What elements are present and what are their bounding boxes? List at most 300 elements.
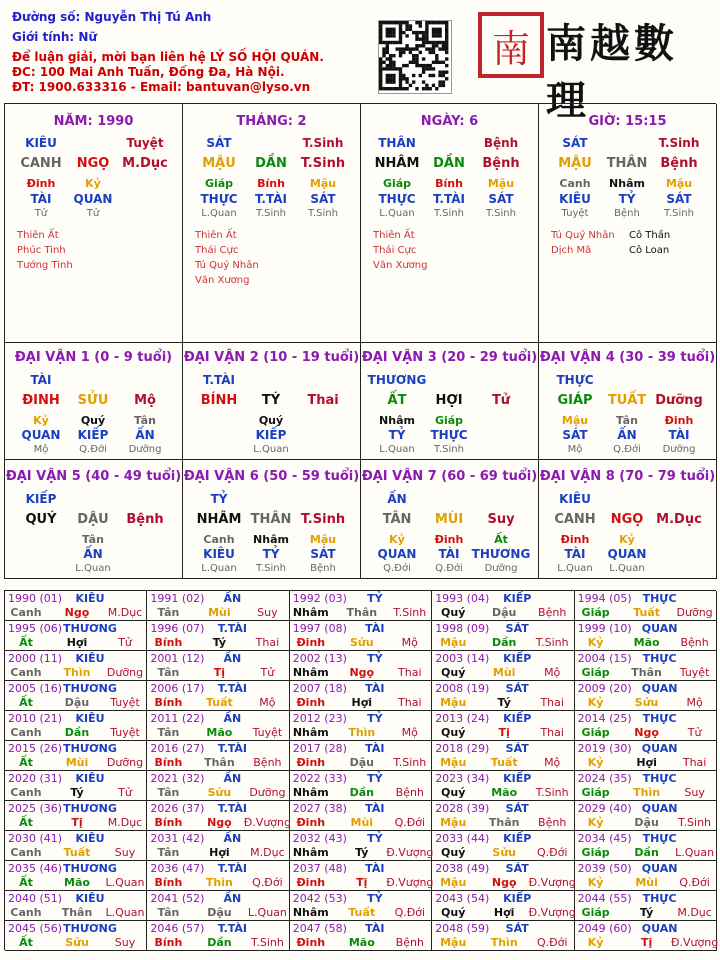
year-god: THƯƠNG	[63, 862, 117, 875]
year-label: 2019 (30)	[577, 742, 632, 755]
year-god: KIẾP	[503, 592, 532, 605]
year-branch: Tị	[71, 816, 83, 829]
pillar-r2-text: THÂN	[606, 156, 648, 171]
dai-van-r3-text: Kỷ	[619, 533, 635, 546]
year-branch: Mão	[633, 636, 660, 649]
year-stage: T.Sinh	[535, 786, 569, 799]
year-cell	[575, 891, 717, 921]
year-stage: Bệnh	[680, 636, 709, 649]
year-stage: Q.Đới	[252, 876, 283, 889]
year-branch: Thân	[346, 606, 378, 619]
pillar-r3-text: Kỷ	[85, 177, 101, 190]
year-cell	[432, 621, 574, 651]
dai-van-r5-text: Dưỡng	[128, 444, 162, 455]
pillar-r3-text: Giáp	[204, 177, 234, 190]
dai-van-r5-text: Q.Đới	[435, 563, 463, 574]
year-label: 2025 (36)	[8, 802, 63, 815]
pillar-title: THÁNG: 2	[236, 114, 307, 129]
year-stem: Kỷ	[587, 936, 604, 949]
year-cell	[432, 651, 574, 681]
year-cell	[432, 741, 574, 771]
dai-van-r2-text: Tử	[491, 393, 511, 408]
pillar-cell	[361, 104, 539, 343]
dai-van-r4-text: KIẾP	[255, 428, 287, 442]
year-god: TỶ	[367, 772, 383, 785]
dai-van-god: T.TÀI	[203, 373, 235, 387]
year-cell	[147, 831, 289, 861]
year-stage: Đ.Vượng	[528, 876, 576, 889]
year-stem: Canh	[10, 846, 42, 859]
year-god: KIẾP	[503, 772, 532, 785]
dai-van-title: ĐẠI VẬN 2 (10 - 19 tuổi)	[183, 350, 360, 365]
year-cell	[290, 861, 432, 891]
year-god: THỰC	[642, 832, 677, 845]
pillar-r4-text: THỰC	[378, 192, 416, 206]
year-label: 2014 (25)	[577, 712, 632, 725]
year-cell	[147, 591, 289, 621]
pillar-r4-text: QUAN	[73, 192, 113, 206]
year-stem: Nhâm	[292, 666, 329, 679]
year-stem: Giáp	[581, 606, 610, 619]
year-cell	[432, 771, 574, 801]
dai-van-r3-text: Kỷ	[389, 533, 405, 546]
dai-van-god: KIẾP	[25, 492, 57, 506]
dai-van-r4-text: SÁT	[562, 428, 588, 442]
dai-van-title: ĐẠI VẬN 3 (20 - 29 tuổi)	[361, 350, 538, 365]
year-stem: Đinh	[296, 936, 326, 949]
year-label: 2048 (59)	[435, 922, 490, 935]
year-cell	[5, 621, 147, 651]
header-line	[12, 50, 324, 64]
year-stem: Nhâm	[292, 846, 329, 859]
year-cell	[575, 831, 717, 861]
year-branch: Mùi	[492, 666, 516, 679]
dai-van-r3-text: Đinh	[664, 414, 694, 427]
pillar-r1-text: SÁT	[206, 136, 232, 150]
dai-van-r5-text: Dưỡng	[484, 563, 518, 574]
year-god: TÀI	[365, 802, 385, 815]
year-stem: Bính	[154, 936, 183, 949]
dai-van-god: THỰC	[556, 373, 594, 387]
year-cell	[5, 801, 147, 831]
year-stage: M.Dục	[677, 906, 712, 919]
year-branch: Tý	[70, 786, 84, 799]
year-branch: Hợi	[636, 756, 657, 769]
pillar-r2-text: MẬU	[202, 156, 236, 171]
year-cell	[147, 711, 289, 741]
year-god: QUAN	[641, 622, 678, 635]
year-branch: Mão	[491, 786, 518, 799]
dai-van-r5-text: Q.Đới	[79, 444, 107, 455]
pillar-r5-text: Tử	[34, 208, 48, 219]
dai-van-r3-text: Nhâm	[253, 533, 289, 546]
year-branch: Mùi	[208, 606, 231, 619]
year-god: THỰC	[642, 652, 677, 665]
year-stage: M.Dục	[107, 606, 143, 619]
year-branch: Thìn	[633, 786, 661, 799]
year-stem: Bính	[154, 816, 183, 829]
dai-van-r2-text: ĐINH	[22, 393, 60, 408]
year-branch: Tuất	[490, 756, 518, 769]
year-stage: Mộ	[259, 696, 276, 709]
year-stage: Bệnh	[253, 756, 282, 769]
year-stage: Đ.Vượng	[528, 906, 576, 919]
year-stage: Suy	[114, 936, 136, 949]
year-stem: Quý	[441, 606, 466, 619]
pillar-r3-text: Nhâm	[609, 177, 645, 190]
year-stage: Mộ	[544, 666, 561, 679]
pillar-cell	[183, 104, 361, 343]
year-branch: Thân	[488, 816, 520, 829]
dai-van-r5-text: L.Quan	[75, 563, 111, 574]
year-label: 2015 (26)	[8, 742, 63, 755]
header-value: ĐC: 100 Mai Anh Tuấn, Đống Đa, Hà Nội.	[12, 65, 285, 79]
dai-van-r5-text: Q.Đới	[383, 563, 411, 574]
year-cell	[575, 591, 717, 621]
pillar-r2-text: NGỌ	[76, 156, 110, 171]
year-label: 2028 (39)	[435, 802, 490, 815]
pillar-r3-text: Mậu	[487, 177, 515, 190]
dai-van-r5-text: Mộ	[33, 444, 49, 455]
year-god: THỰC	[642, 592, 677, 605]
dai-van-r4-text: QUAN	[607, 547, 647, 561]
year-stem: Nhâm	[292, 906, 329, 919]
year-stem: Canh	[10, 726, 42, 739]
year-stage: Dưỡng	[249, 786, 286, 799]
year-cell	[147, 861, 289, 891]
year-label: 1998 (09)	[435, 622, 490, 635]
dai-van-r2-text: M.Dục	[656, 512, 702, 527]
year-stage: Suy	[114, 846, 136, 859]
year-branch: Tý	[639, 906, 654, 919]
year-god: TỶ	[367, 592, 383, 605]
year-stem: Bính	[154, 636, 183, 649]
year-stage: Đ.Vượng	[670, 936, 719, 949]
year-stage: Đ.Vượng	[386, 876, 434, 889]
year-label: 2007 (18)	[292, 682, 347, 695]
year-stem: Giáp	[581, 846, 610, 859]
year-branch: Ngọ	[634, 726, 659, 739]
dai-van-r5-text: Mộ	[567, 444, 583, 455]
pillar-r1-text: Bệnh	[483, 136, 519, 150]
pillar-r2-text: NHÂM	[374, 156, 420, 171]
dai-van-cell	[539, 460, 717, 579]
dai-van-r2-text: NGỌ	[610, 512, 644, 527]
pillar-r2-text: DẦN	[433, 156, 465, 171]
year-stem: Ất	[19, 816, 33, 829]
year-label: 2018 (29)	[435, 742, 490, 755]
year-cell	[290, 801, 432, 831]
dai-van-r4-text: TÀI	[668, 428, 690, 442]
year-branch: Thìn	[490, 936, 518, 949]
pillar-r3-text: Giáp	[382, 177, 412, 190]
dai-van-r5-text: T.Sinh	[434, 444, 464, 455]
year-cell	[290, 771, 432, 801]
year-stem: Mậu	[440, 816, 467, 829]
year-branch: Sửu	[65, 936, 89, 949]
year-label: 1996 (07)	[150, 622, 205, 635]
year-label: 2043 (54)	[435, 892, 490, 905]
pillar-star: Thái Cực	[373, 245, 417, 256]
year-cell	[290, 651, 432, 681]
pillar-star: Tú Quý Nhân	[551, 230, 615, 241]
header-value: Để luận giải, mời bạn liên hệ LÝ SỐ HỘI QUÁN.	[12, 50, 324, 64]
year-label: 2009 (20)	[577, 682, 632, 695]
year-god: SÁT	[505, 922, 529, 935]
year-stage: L.Quan	[675, 846, 715, 859]
year-cell	[432, 801, 574, 831]
dai-van-cell	[361, 460, 539, 579]
year-stage: Tử	[260, 666, 275, 679]
year-cell	[147, 651, 289, 681]
year-branch: Sửu	[350, 636, 374, 649]
year-stem: Bính	[154, 696, 183, 709]
year-cell	[5, 681, 147, 711]
pillar-r2-text: CANH	[20, 156, 62, 171]
dai-van-r4-text: THỰC	[430, 428, 468, 442]
year-god: KIÊU	[75, 772, 105, 785]
year-cell	[432, 891, 574, 921]
year-cell	[5, 591, 147, 621]
header-line	[12, 80, 310, 94]
dai-van-r3-text: Quý	[80, 414, 106, 427]
header-line	[12, 10, 211, 24]
year-stem: Đinh	[296, 636, 326, 649]
pillar-cell	[539, 104, 717, 343]
header-label: Giới tính:	[12, 30, 79, 44]
header-label: Đường số:	[12, 10, 85, 24]
dai-van-title: ĐẠI VẬN 6 (50 - 59 tuổi)	[183, 469, 360, 484]
year-stage: Tuyệt	[110, 696, 140, 709]
pillar-r1-text: T.Sinh	[658, 136, 700, 150]
year-god: SÁT	[505, 742, 529, 755]
year-cell	[147, 891, 289, 921]
year-branch: Dần	[634, 846, 659, 859]
year-branch: Mùi	[350, 816, 374, 829]
year-stem: Giáp	[581, 666, 610, 679]
dai-van-cell	[5, 460, 183, 579]
year-cell	[5, 831, 147, 861]
pillar-r1-text: KIÊU	[25, 136, 57, 150]
dai-van-r4-text: ẤN	[83, 547, 103, 561]
year-cell	[5, 771, 147, 801]
year-label: 2010 (21)	[8, 712, 63, 725]
year-god: SÁT	[505, 862, 529, 875]
year-stage: Mộ	[401, 636, 418, 649]
dai-van-r2-text: TÂN	[382, 512, 412, 527]
year-stem: Mậu	[440, 636, 467, 649]
year-label: 2041 (52)	[150, 892, 205, 905]
year-branch: Mùi	[635, 876, 658, 889]
pillar-r4-text: SÁT	[666, 192, 692, 206]
pillar-r1-text: SÁT	[562, 136, 588, 150]
year-label: 2035 (46)	[8, 862, 63, 875]
year-label: 2021 (32)	[150, 772, 205, 785]
pillar-title: GIỜ: 15:15	[588, 114, 667, 129]
year-branch: Sửu	[492, 846, 516, 859]
year-god: QUAN	[641, 682, 678, 695]
year-stage: L.Quan	[247, 906, 287, 919]
year-stem: Ất	[19, 696, 33, 709]
year-cell	[290, 681, 432, 711]
year-stem: Quý	[441, 846, 466, 859]
dai-van-r2-text: Suy	[487, 512, 515, 527]
year-label: 2008 (19)	[435, 682, 490, 695]
dai-van-r5-text: L.Quan	[201, 563, 237, 574]
year-stage: Q.Đới	[536, 846, 568, 859]
pillar-r2-text: DẦN	[255, 156, 287, 171]
year-god: THƯƠNG	[63, 742, 117, 755]
year-cell	[147, 771, 289, 801]
year-god: THƯƠNG	[63, 802, 117, 815]
year-cell	[147, 621, 289, 651]
year-stem: Kỷ	[587, 876, 604, 889]
year-stage: Thai	[540, 696, 564, 709]
pillar-r5-text: Bệnh	[614, 208, 640, 219]
pillar-r3-text: Mậu	[665, 177, 693, 190]
dai-van-god: THƯƠNG	[367, 373, 427, 387]
pillar-star: Thiên Ất	[373, 230, 415, 241]
year-label: 2001 (12)	[150, 652, 205, 665]
year-god: TỶ	[367, 652, 383, 665]
header-value: Nguyễn Thị Tú Anh	[84, 10, 212, 24]
pillar-r4-text: KIÊU	[559, 192, 591, 206]
year-stage: Đ.Vượng	[243, 816, 291, 829]
year-stem: Kỷ	[587, 696, 604, 709]
year-cell	[290, 621, 432, 651]
year-branch: Sửu	[207, 786, 232, 799]
year-cell	[575, 621, 717, 651]
dai-van-r3-text: Tân	[616, 414, 638, 427]
dai-van-title: ĐẠI VẬN 7 (60 - 69 tuổi)	[361, 469, 538, 484]
year-branch: Thân	[631, 666, 662, 679]
dai-van-r2-text: BÍNH	[200, 393, 238, 408]
pillar-star: Dịch Mã	[551, 245, 592, 256]
year-label: 2011 (22)	[150, 712, 205, 725]
pillar-r4-text: T.TÀI	[255, 192, 287, 206]
pillar-star: Thiên Ất	[195, 230, 237, 241]
dai-van-title: ĐẠI VẬN 8 (70 - 79 tuổi)	[539, 469, 716, 484]
dai-van-r4-text: TỶ	[262, 547, 280, 561]
dai-van-god: ẤN	[387, 492, 407, 506]
year-stage: Bệnh	[538, 606, 567, 619]
year-cell	[290, 891, 432, 921]
year-cell	[432, 861, 574, 891]
year-stage: Tử	[687, 726, 702, 739]
dai-van-title: ĐẠI VẬN 1 (0 - 9 tuổi)	[14, 350, 173, 365]
dai-van-r2-text: DẬU	[77, 512, 109, 527]
year-stem: Tân	[157, 606, 180, 619]
year-stem: Ất	[19, 876, 33, 889]
year-stage: T.Sinh	[678, 816, 712, 829]
year-label: 2016 (27)	[150, 742, 205, 755]
year-branch: Thìn	[205, 876, 233, 889]
year-label: 2002 (13)	[292, 652, 347, 665]
dai-van-r4-text: ẤN	[135, 428, 155, 442]
year-stage: Dưỡng	[106, 756, 144, 769]
year-god: QUAN	[641, 862, 678, 875]
year-stage: T.Sinh	[393, 606, 427, 619]
pillar-r5-text: T.Sinh	[256, 208, 286, 219]
dai-van-god: TÀI	[30, 373, 52, 387]
year-stage: Q.Đới	[394, 906, 426, 919]
year-stem: Quý	[441, 666, 466, 679]
pillar-r5-text: Tuyệt	[561, 208, 589, 219]
year-branch: Tị	[356, 876, 368, 889]
year-branch: Tị	[640, 936, 653, 949]
dai-van-r3-text: Giáp	[434, 414, 464, 427]
year-stage: Thai	[255, 636, 280, 649]
year-label: 2038 (49)	[435, 862, 490, 875]
year-branch: Hợi	[66, 636, 88, 649]
year-god: THƯƠNG	[63, 682, 117, 695]
header-line	[12, 30, 97, 44]
year-branch: Ngọ	[64, 606, 90, 619]
pillar-r4-text: SÁT	[310, 192, 336, 206]
year-label: 2031 (42)	[150, 832, 205, 845]
year-label: 2003 (14)	[435, 652, 490, 665]
year-branch: Tị	[213, 666, 226, 679]
dai-van-r2-text: ẤT	[387, 393, 407, 408]
year-cell	[290, 741, 432, 771]
year-label: 1997 (08)	[292, 622, 347, 635]
dai-van-r5-text: L.Quan	[253, 444, 289, 455]
year-god: ẤN	[223, 652, 242, 665]
year-stem: Đinh	[296, 816, 326, 829]
year-branch: Dần	[207, 936, 232, 949]
dai-van-r5-text: L.Quan	[379, 444, 415, 455]
year-god: ẤN	[223, 712, 242, 725]
year-stage: Thai	[398, 696, 422, 709]
year-label: 2024 (35)	[577, 772, 632, 785]
pillar-star: Tướng Tinh	[17, 260, 73, 271]
year-stem: Kỷ	[587, 636, 604, 649]
year-god: TÀI	[365, 682, 385, 695]
year-label: 2034 (45)	[577, 832, 632, 845]
year-god: KIÊU	[75, 892, 105, 905]
brand-title: 南越數理	[546, 20, 678, 124]
year-label: 1990 (01)	[8, 592, 63, 605]
year-label: 2023 (34)	[435, 772, 490, 785]
year-stem: Canh	[10, 666, 42, 679]
year-stage: Q.Đới	[394, 816, 426, 829]
year-stage: Mộ	[401, 726, 418, 739]
pillar-r5-text: T.Sinh	[308, 208, 338, 219]
year-label: 1993 (04)	[435, 592, 490, 605]
year-label: 2047 (58)	[292, 922, 347, 935]
year-cell	[575, 861, 717, 891]
year-stem: Quý	[441, 726, 466, 739]
year-god: TỶ	[367, 892, 383, 905]
year-branch: Tý	[497, 696, 511, 709]
year-cell	[290, 831, 432, 861]
year-stage: L.Quan	[105, 906, 145, 919]
dai-van-r2-text: NHÂM	[196, 512, 242, 527]
year-stage: L.Quan	[105, 876, 145, 889]
dai-van-r2-text: TUẤT	[607, 393, 647, 408]
year-cell	[5, 741, 147, 771]
year-stage: Đ.Vượng	[386, 846, 434, 859]
year-label: 2030 (41)	[8, 832, 63, 845]
year-god: T.TÀI	[217, 742, 248, 755]
year-label: 1995 (06)	[8, 622, 63, 635]
dai-van-r5-text: T.Sinh	[256, 563, 286, 574]
dai-van-r5-text: L.Quan	[609, 563, 645, 574]
year-label: 2005 (16)	[8, 682, 63, 695]
year-god: KIÊU	[75, 832, 105, 845]
year-label: 2022 (33)	[292, 772, 347, 785]
year-cell	[147, 921, 289, 951]
